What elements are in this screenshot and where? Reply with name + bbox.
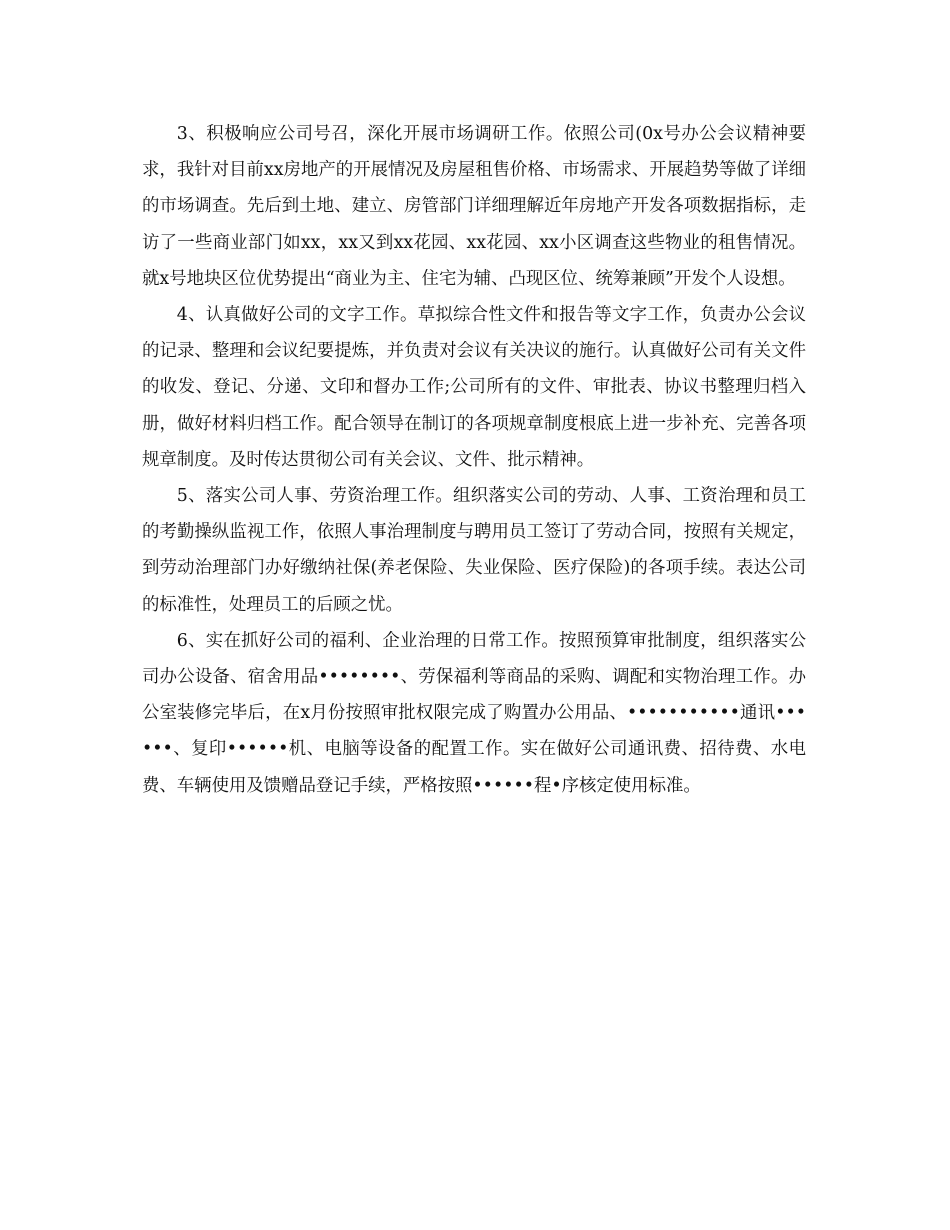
paragraph-6: 6、实在抓好公司的福利、企业治理的日常工作。按照预算审批制度，组织落实公司办公设备、宿舍用品••••••••、劳保福利等商品的采购、调配和实物治理工作。办公室装修完毕后，在x月份按照审批权限完成了购置办公用品、•••••••••••通讯••••••、复印••••••机、电脑等设备的配置工作。实在做好公司通讯费、招待费、水电费、车辆使用及馈赠品登记手续，严格按照••••••程•序核定使用标准。 [142, 630, 806, 796]
document-body [142, 116, 806, 804]
paragraph-4: 4、认真做好公司的文字工作。草拟综合性文件和报告等文字工作，负责办公会议的记录、整理和会议纪要提炼，并负责对会议有关决议的施行。认真做好公司有关文件的收发、登记、分递、文印和督办工作;公司所有的文件、审批表、协议书整理归档入册，做好材料归档工作。配合领导在制订的各项规章制度根底上进一步补充、完善各项规章制度。及时传达贯彻公司有关会议、文件、批示精神。 [142, 305, 806, 470]
paragraph-3: 3、积极响应公司号召，深化开展市场调研工作。依照公司(0x号办公会议精神要求，我针对目前xx房地产的开展情况及房屋租售价格、市场需求、开展趋势等做了详细的市场调查。先后到土地、建立、房管部门详细理解近年房地产开发各项数据指标，走访了一些商业部门如xx，xx又到xx花园、xx花园、xx小区调查这些物业的租售情况。就x号地块区位优势提出“商业为主、住宅为辅、凸现区位、统筹兼顾”开发个人设想。 [142, 124, 806, 289]
paragraph-5: 5、落实公司人事、劳资治理工作。组织落实公司的劳动、人事、工资治理和员工的考勤操纵监视工作，依照人事治理制度与聘用员工签订了劳动合同，按照有关规定，到劳动治理部门办好缴纳社保(养老保险、失业保险、医疗保险)的各项手续。表达公司的标准性，处理员工的后顾之忧。 [142, 486, 806, 615]
